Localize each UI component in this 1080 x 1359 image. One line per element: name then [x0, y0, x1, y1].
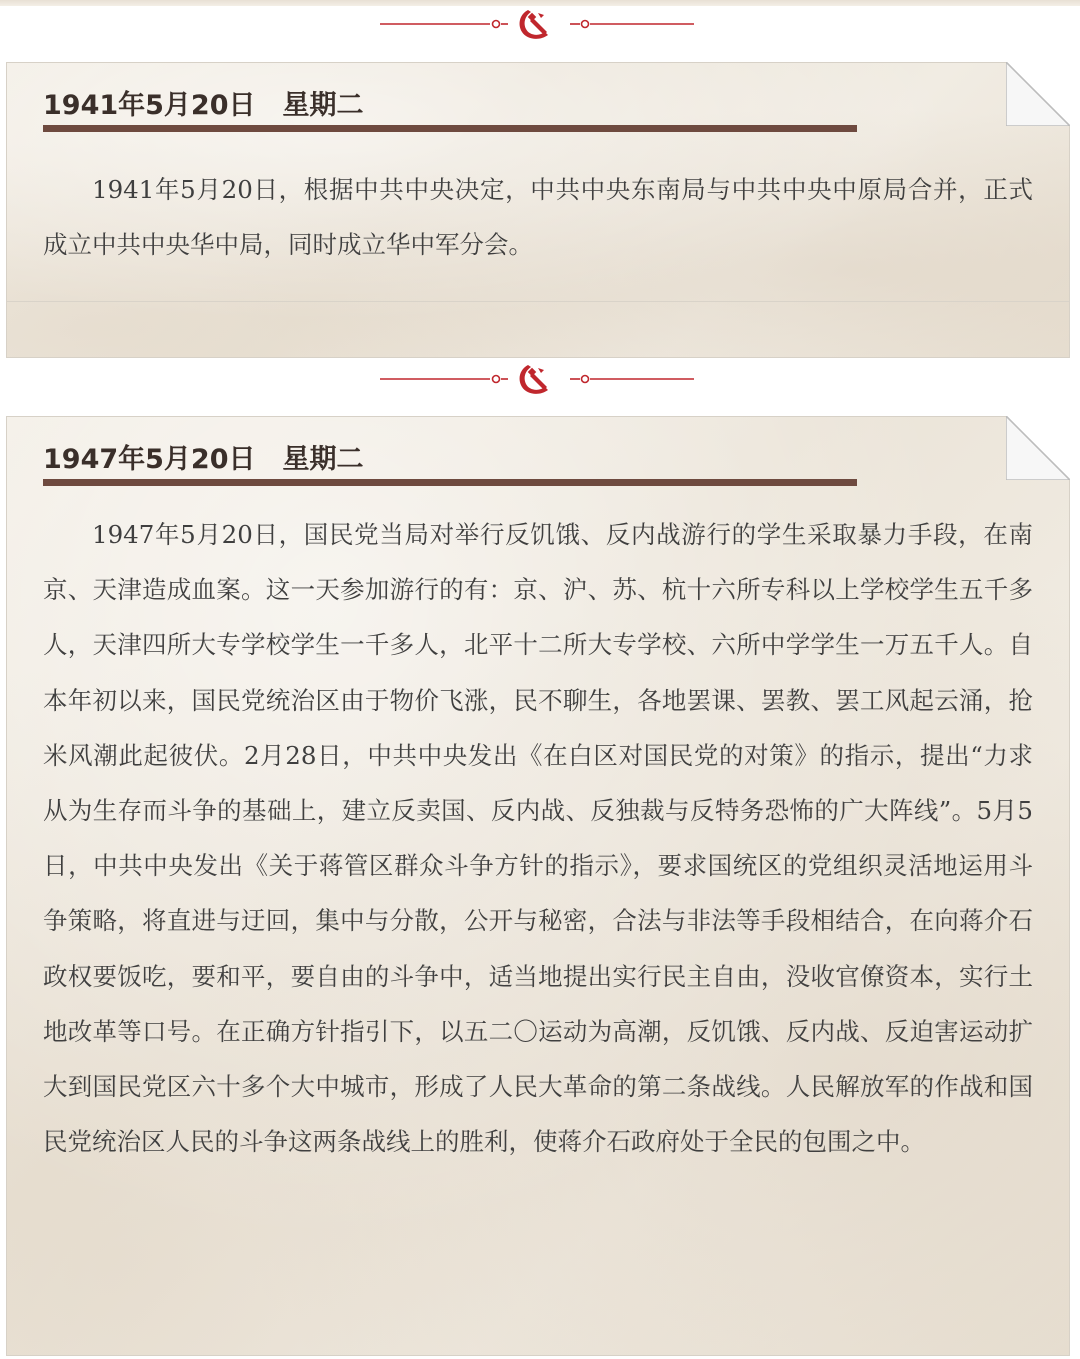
hammer-sickle-icon	[520, 365, 548, 394]
history-entry-card	[6, 416, 1070, 1356]
entry-body-text: 1947年5月20日，国民党当局对举行反饥饿、反内战游行的学生采取暴力手段，在南京、天津造成血案。这一天参加游行的有：京、沪、苏、杭十六所专科以上学校学生五千多人，天津四所大专学校学生一千多人，北平十二所大专学校、六所中学学生一万五千人。自本年初以来，国民党统治区由于物价飞涨，民不聊生，各地罢课、罢教、罢工风起云涌，抢米风潮此起彼伏。2月28日，中共中央发出《在白区对国民党的对策》的指示，提出“力求从为生存而斗争的基础上，建立反卖国、反内战、反独裁与反特务恐怖的广大阵线”。5月5日，中共中央发出《关于蒋管区群众斗争方针的指示》，要求国统区的党组织灵活地运用斗争策略，将直进与迂回，集中与分散，公开与秘密，合法与非法等手段相结合，在向蒋介石政权要饭吃，要和平，要自由的斗争中，适当地提出实行民主自由，没收官僚资本，实行土地改革等口号。在正确方针指引下，以五二〇运动为高潮，反饥饿、反内战、反迫害运动扩大到国民党区六十多个大中城市，形成了人民大革命的第二条战线。人民解放军的作战和国民党统治区人民的斗争这两条战线上的胜利，使蒋介石政府处于全民的包围之中。	[43, 520, 1033, 1157]
ornament-divider	[0, 359, 1080, 399]
entry-body-text: 1941年5月20日，根据中共中央决定，中共中央东南局与中共中央中原局合并，正式成立中共中央华中局，同时成立华中军分会。	[43, 175, 1033, 260]
entry-date-title: 1947年5月20日 星期二	[43, 444, 364, 475]
ornament-divider	[0, 4, 1080, 44]
page-fold-corner	[1006, 62, 1070, 126]
history-entry-card	[6, 62, 1070, 358]
title-underline	[43, 125, 857, 132]
page-fold-corner	[1006, 416, 1070, 480]
entry-date-title: 1941年5月20日 星期二	[43, 90, 364, 121]
hammer-sickle-icon	[520, 10, 548, 39]
title-underline	[43, 479, 857, 486]
